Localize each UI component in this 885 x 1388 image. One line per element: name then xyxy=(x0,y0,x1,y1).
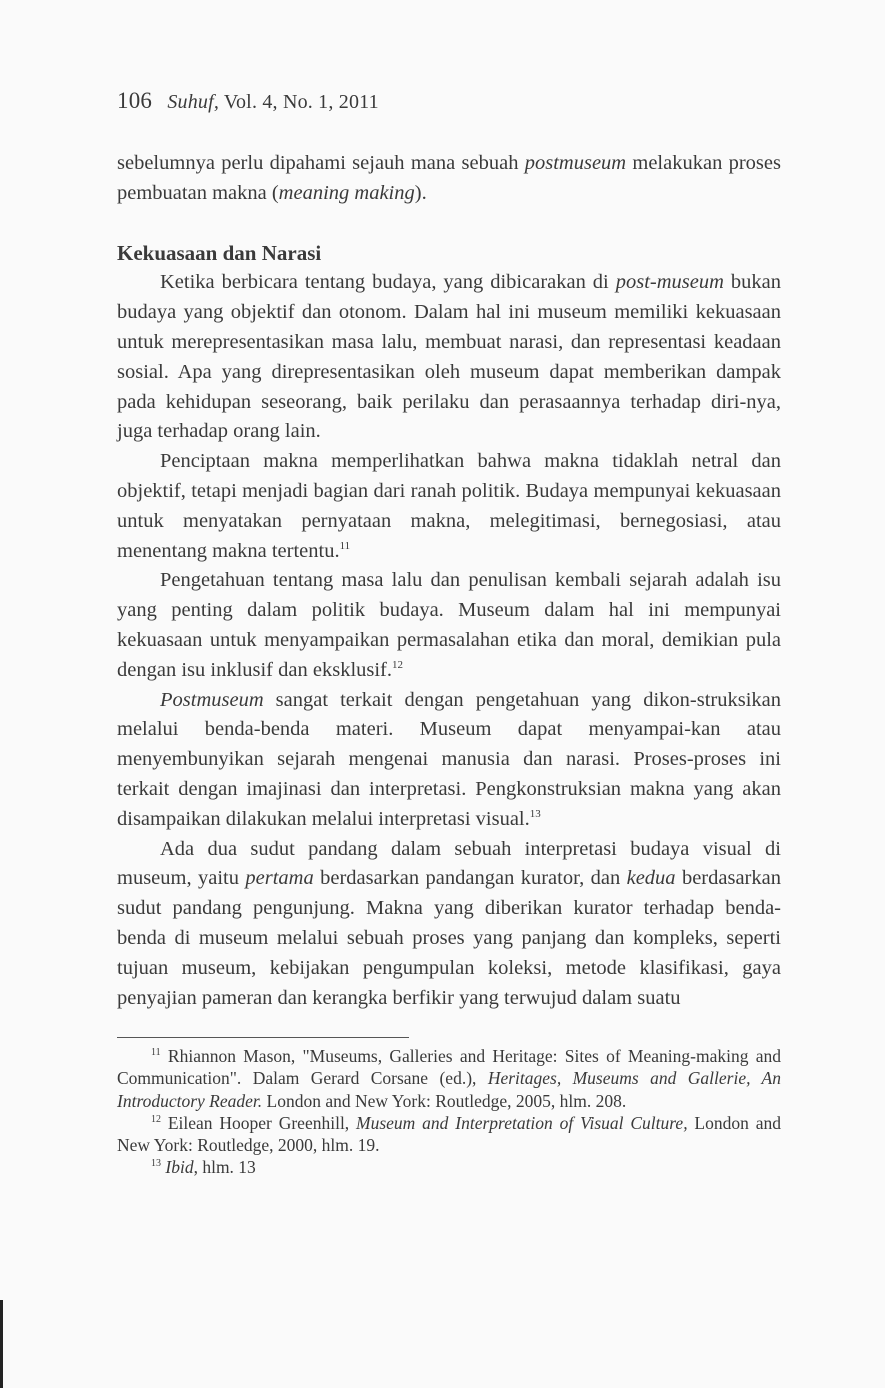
text-run: melakukan proses pembuatan makna ( xyxy=(117,152,781,204)
scan-edge-mark xyxy=(0,1300,3,1388)
text-run: bukan budaya yang objektif dan otonom. Dalam hal ini museum memiliki kekuasaan untuk merepresentasikan masa lalu, membuat narasi, dan representasi keadaan sosial. Apa yang direpresentasikan oleh museum dapat memberikan dampak pada kehidupan seseorang, baik perilaku dan perasaannya terhadap diri-nya, juga terhadap orang lain. xyxy=(117,271,781,443)
text-run-italic: pertama xyxy=(245,867,314,890)
text-run-italic: Museum and Interpretation of Visual Culture, xyxy=(356,1112,688,1133)
text-run-italic: Postmuseum xyxy=(160,688,264,711)
paragraph xyxy=(117,686,781,835)
paragraph xyxy=(117,447,781,566)
footnote-number: 12 xyxy=(151,1113,161,1125)
journal-volume: Vol. 4, No. 1, 2011 xyxy=(223,91,379,113)
journal-name: Suhuf, xyxy=(167,91,220,113)
text-run: sangat terkait dengan pengetahuan yang dikon-struksikan melalui benda-benda materi. Museum dapat menyampai-kan atau menyembunyikan sejarah mengenai manusia dan narasi. Proses-proses ini terkait dengan imajinasi dan interpretasi. Pengkonstruksian makna yang akan disampaikan dilakukan melalui interpretasi visual. xyxy=(117,688,781,830)
text-run: sebelumnya perlu dipahami sejauh mana sebuah xyxy=(117,152,525,174)
text-run-italic: kedua xyxy=(626,867,676,890)
text-run-italic: postmuseum xyxy=(524,152,627,174)
text-run: Eilean Hooper Greenhill, xyxy=(161,1112,357,1133)
text-run: Pengetahuan tentang masa lalu dan penulisan kembali sejarah adalah isu yang penting dalam politik budaya. Museum dalam hal ini mempunyai kekuasaan untuk menyampaikan permasalahan etika dan moral, demikian pula dengan isu inklusif dan eksklusif. xyxy=(117,569,781,681)
text-run-italic: Heritages, Museums and Gallerie, An Introductory Reader. xyxy=(117,1068,781,1111)
text-run-italic: post-museum xyxy=(615,271,724,294)
paragraph-continuation xyxy=(117,149,781,209)
footnote-divider xyxy=(117,1037,409,1038)
footnote xyxy=(117,1112,781,1157)
text-run: Rhiannon Mason, "Museums, Galleries and Heritage: Sites of Meaning-making and Communication". Dalam Gerard Corsane (ed.), xyxy=(117,1046,781,1089)
paragraph xyxy=(117,268,781,447)
text-run-italic: Ibid xyxy=(165,1157,194,1178)
text-run: Penciptaan makna memperlihatkan bahwa makna tidaklah netral dan objektif, tetapi menjadi bagian dari ranah politik. Budaya mempunyai kekuasaan untuk menyatakan pernyataan makna, melegitimasi, bernegosiasi, atau menentang makna tertentu. xyxy=(117,450,781,562)
paragraph xyxy=(117,566,781,685)
body-text xyxy=(117,149,781,1013)
text-run-italic: meaning making xyxy=(278,181,415,204)
section-heading: Kekuasaan dan Narasi xyxy=(117,240,322,265)
text-run: berdasarkan sudut pandang pengunjung. Makna yang diberikan kurator terhadap benda-benda di museum melalui sebuah proses yang panjang dan kompleks, seperti tujuan museum, kebijakan pengumpulan koleksi, metode klasifikasi, gaya penyajian pameran dan kerangka berfikir yang terwujud dalam suatu xyxy=(117,867,781,1009)
text-run: berdasarkan pandangan kurator, dan xyxy=(313,867,627,890)
footnote-number: 11 xyxy=(151,1047,161,1058)
page-number: 106 xyxy=(117,88,153,113)
text-run: London and New York: Routledge, 2000, hlm. 19. xyxy=(117,1112,781,1156)
text-run: ). xyxy=(414,181,427,204)
footnote-number: 13 xyxy=(151,1158,161,1170)
footnote-ref[interactable]: 11 xyxy=(339,539,351,552)
footnote-ref[interactable]: 13 xyxy=(529,807,541,820)
footnote xyxy=(117,1045,781,1112)
footnote xyxy=(117,1156,781,1178)
text-run: Ada dua sudut pandang dalam sebuah interpretasi budaya visual di museum, yaitu xyxy=(117,837,781,890)
running-header xyxy=(117,88,379,114)
text-run: , hlm. 13 xyxy=(193,1157,256,1178)
footnotes xyxy=(117,1045,781,1179)
footnote-ref[interactable]: 12 xyxy=(392,658,404,671)
text-run: London and New York: Routledge, 2005, hlm. 208. xyxy=(262,1090,627,1111)
text-run: Ketika berbicara tentang budaya, yang dibicarakan di xyxy=(160,271,616,294)
paragraph xyxy=(117,835,781,1014)
